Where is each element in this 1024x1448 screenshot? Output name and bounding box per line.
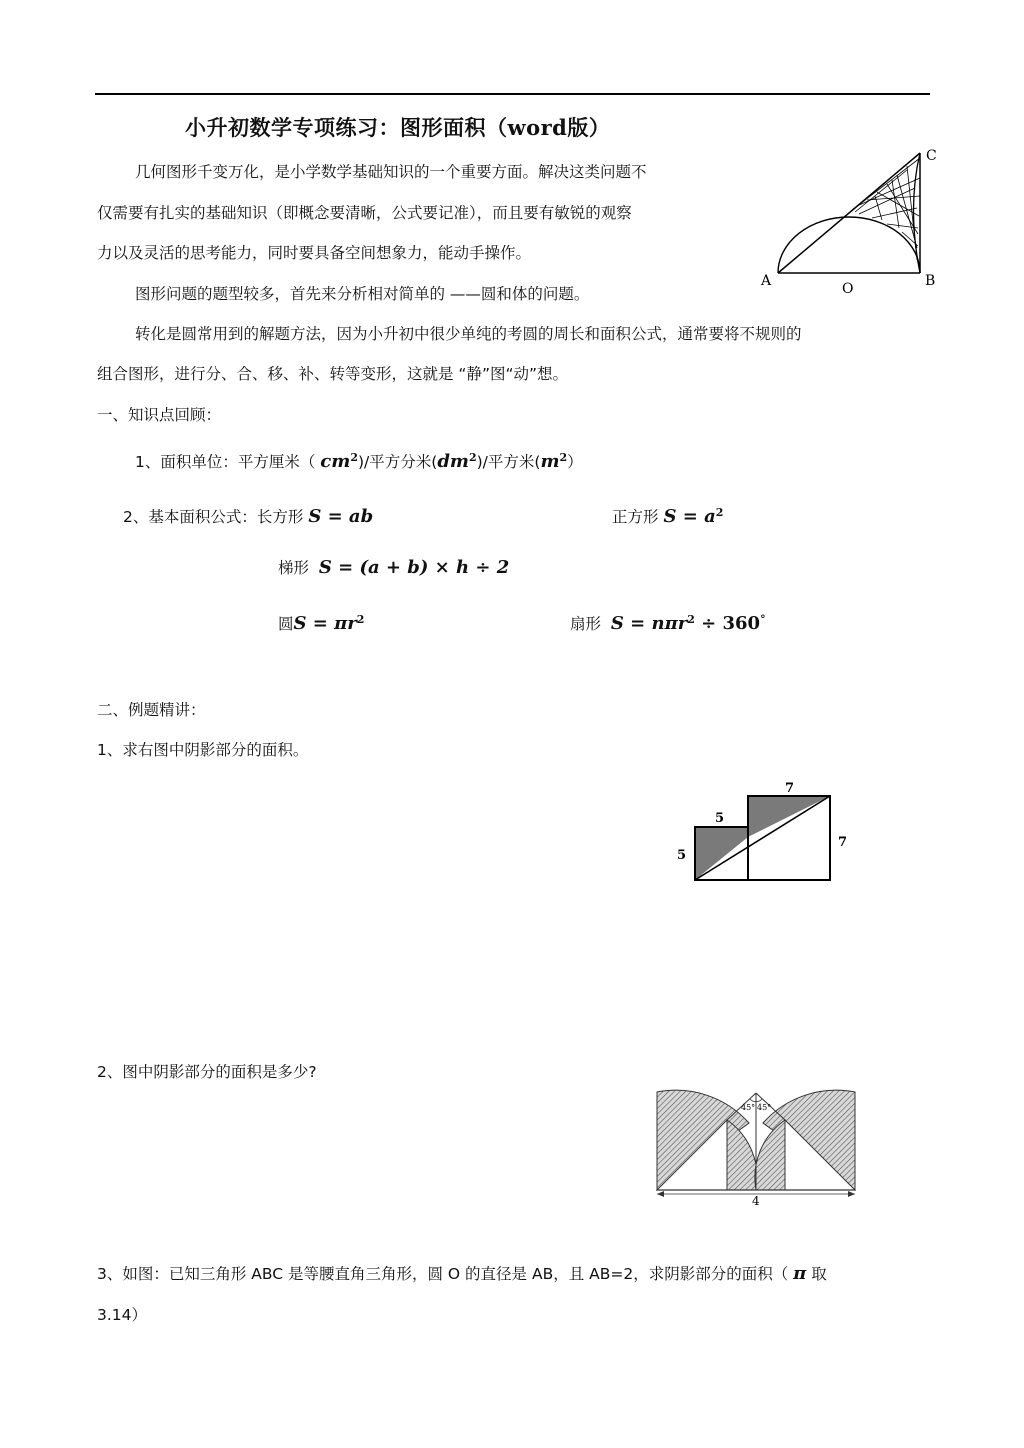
formula-sector-exp: 2 [687,612,695,626]
sector-label: 扇形 [570,615,602,633]
question-3-line-1 [97,1264,827,1284]
shaded-large [748,796,830,837]
q3-text-a: 3、如图：已知三角形 ABC 是等腰直角三角形，圆 O 的直径是 AB，且 AB=2，求阴影部分的面积（ [97,1265,794,1283]
intro-paragraph-1-line-1: 几何图形千变万化，是小学数学基础知识的一个重要方面。解决这类问题不 [135,163,647,181]
dimension-arrow-right [848,1191,855,1197]
unit-m: m [540,451,560,472]
label-a: A [761,273,772,289]
formula-intro: 2、基本面积公式：长方形 [123,508,304,526]
question-1: 1、求右图中阴影部分的面积。 [97,741,309,759]
label-angle-right: 45° [757,1103,772,1112]
page-title: 小升初数学专项练习：图形面积（word版） [185,115,611,140]
section-2-heading: 二、例题精讲： [97,701,206,719]
label-small-top-5: 5 [715,811,725,826]
intro-paragraph-1-line-2: 仅需要有扎实的基础知识（即概念要清晰，公式要记准），而且要有敏锐的观察 [97,204,632,222]
middle-left-lens [727,1120,757,1190]
intro-paragraph-1-line-3: 力以及灵活的思考能力，同时要具备空间想象力，能动手操作。 [97,244,532,262]
unit-dm-exp: 2 [468,450,477,464]
formula-trapezoid [278,556,509,578]
formula-square [612,505,723,527]
label-c: C [926,148,937,164]
shaded-small [695,827,748,880]
intro-paragraph-3-line-2: 组合图形，进行分、合、移、补、转等变形，这就是 “静”图“动”想。 [97,365,569,383]
units-paren-1: ) [357,453,365,471]
middle-right-lens [755,1120,785,1190]
area-units-line [135,450,583,472]
units-paren-2: ) [476,453,483,471]
formula-square-expr: S = a [663,506,716,527]
side-ac [778,153,920,273]
q3-text-b: 取 [806,1265,827,1283]
unit-cm: cm [320,451,351,472]
unit-m-exp: 2 [559,450,568,464]
dimension-arrow-left [657,1191,664,1197]
formula-sector-degree: ° [760,612,766,626]
units-suffix: ） [567,453,583,471]
label-small-left-5: 5 [677,848,687,863]
arcs-figure [652,1085,862,1210]
q3-pi: π [793,1263,807,1284]
triangle-semicircle-figure [757,148,947,297]
square-label: 正方形 [612,508,659,526]
trap-label: 梯形 [278,559,310,577]
intro-paragraph-3-line-1: 转化是圆常用到的解题方法，因为小升初中很少单纯的考圆的周长和面积公式，通常要将不规则的 [135,325,802,343]
intro-paragraph-2: 图形问题的题型较多，首先来分析相对简单的 ——圆和体的问题。 [135,285,590,303]
circle-label: 圆 [278,615,294,633]
two-squares-figure [665,775,855,885]
formula-sector [570,612,766,634]
question-3-line-2: 3.14） [97,1306,148,1324]
formula-trap-expr: S = (a + b) × h ÷ 2 [318,557,510,578]
question-2: 2、图中阴影部分的面积是多少? [97,1063,317,1081]
formula-circle-expr: S = πr [293,613,357,634]
formula-sector-expr: S = nπr [610,613,688,634]
label-top-7: 7 [785,781,795,796]
label-b: B [925,273,936,289]
header-rule [95,93,930,95]
units-sep-2: /平方米( [482,453,541,471]
label-width-4: 4 [752,1194,760,1208]
formula-sector-div: ÷ 360 [694,613,761,634]
units-prefix: 1、面积单位：平方厘米（ [135,453,321,471]
formula-square-exp: 2 [715,505,724,519]
formula-circle [278,612,364,634]
formula-circle-exp: 2 [356,612,365,626]
formula-rectangle [123,505,373,527]
unit-cm-exp: 2 [350,450,358,464]
unit-dm: dm [437,451,469,472]
units-sep-1: /平方分米( [364,453,438,471]
label-o: O [842,281,854,297]
label-right-7: 7 [838,835,848,850]
section-1-heading: 一、知识点回顾： [97,406,222,424]
label-angle-left: 45° [741,1103,756,1112]
formula-rect-expr: S = ab [308,506,374,527]
